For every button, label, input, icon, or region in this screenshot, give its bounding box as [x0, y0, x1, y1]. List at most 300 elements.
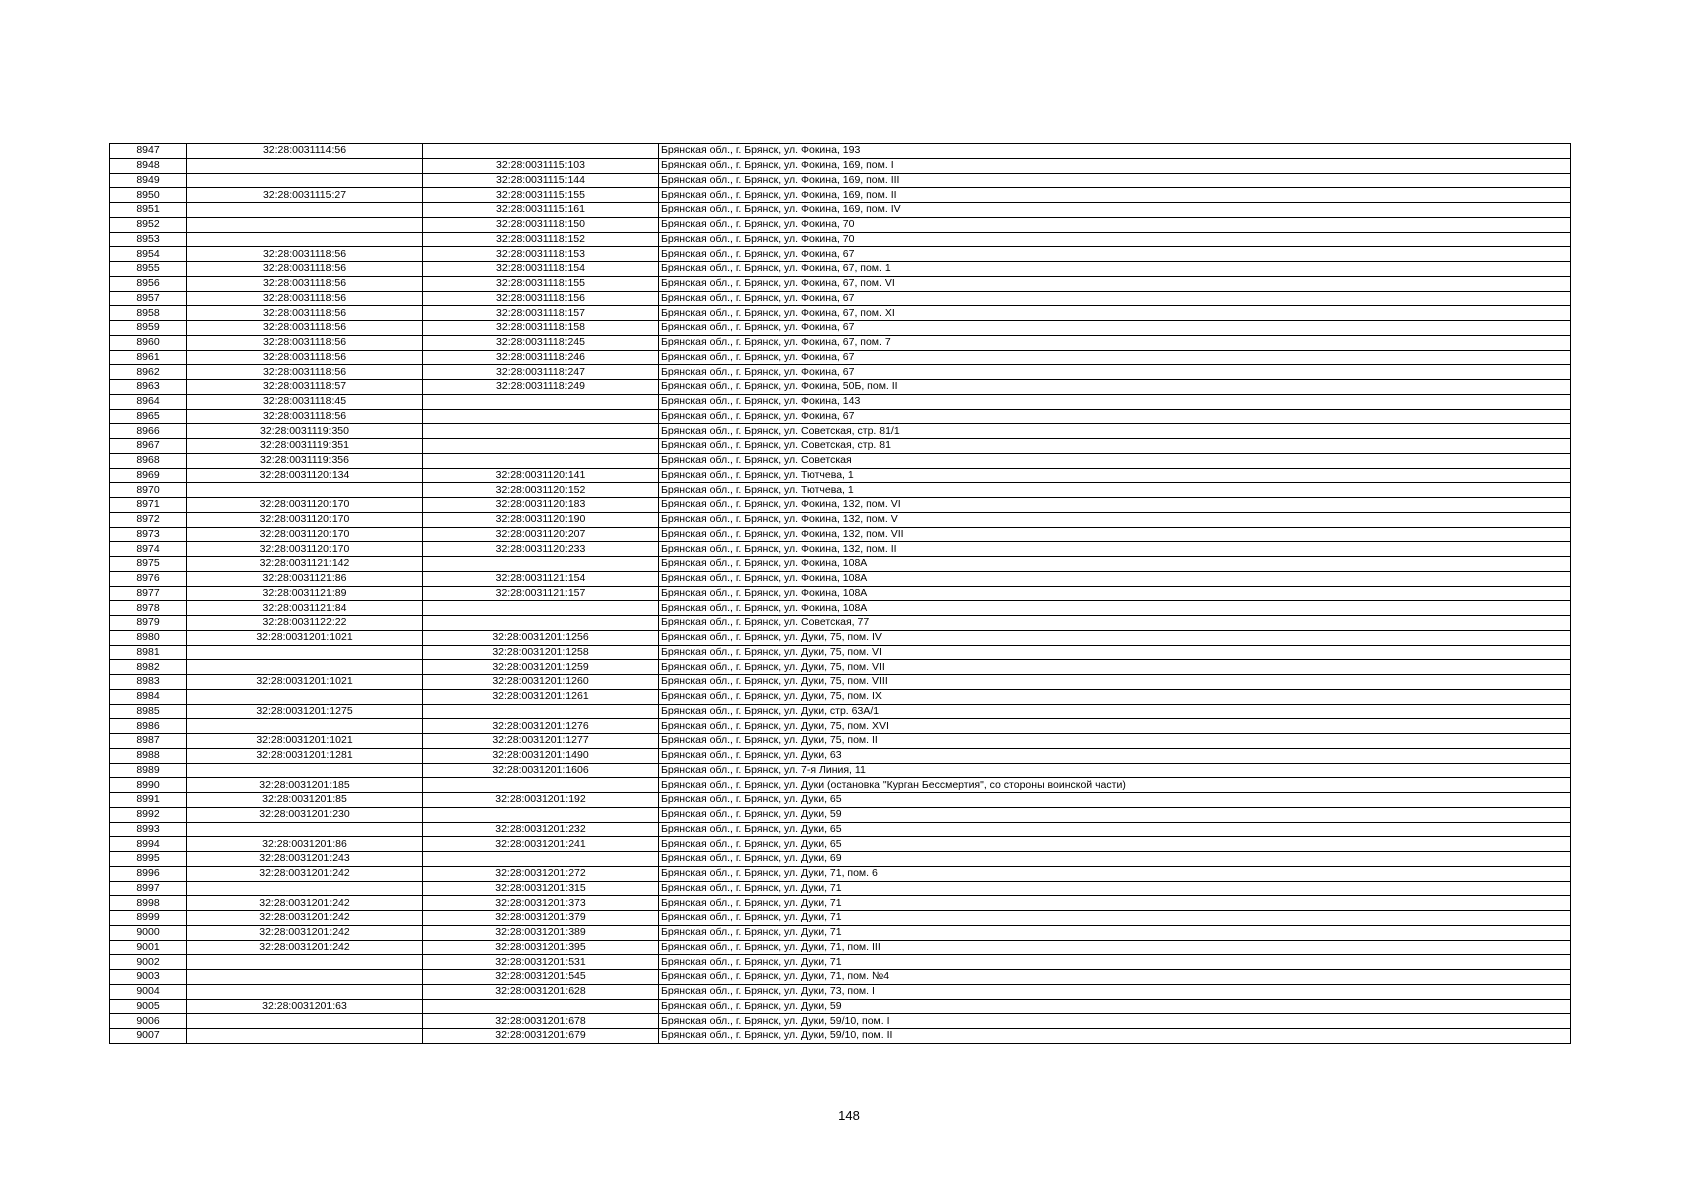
object-number-cell: 32:28:0031115:144 [423, 173, 659, 188]
object-number-cell: 32:28:0031118:158 [423, 321, 659, 336]
table-row [110, 335, 1571, 350]
row-number-cell: 8951 [110, 203, 187, 218]
parcel-number-cell: 32:28:0031120:170 [187, 498, 423, 513]
table-row [110, 778, 1571, 793]
parcel-number-cell: 32:28:0031118:56 [187, 276, 423, 291]
table-row [110, 807, 1571, 822]
parcel-number-cell [187, 970, 423, 985]
object-number-cell [423, 807, 659, 822]
row-number-cell: 8989 [110, 763, 187, 778]
parcel-number-cell: 32:28:0031120:170 [187, 542, 423, 557]
row-number-cell: 8949 [110, 173, 187, 188]
parcel-number-cell: 32:28:0031201:242 [187, 911, 423, 926]
object-number-cell: 32:28:0031118:152 [423, 232, 659, 247]
address-cell: Брянская обл., г. Брянск, ул. Фокина, 67, пом. 7 [659, 335, 1571, 350]
row-number-cell: 8983 [110, 675, 187, 690]
parcel-number-cell: 32:28:0031119:351 [187, 439, 423, 454]
table-row [110, 734, 1571, 749]
object-number-cell [423, 852, 659, 867]
table-row [110, 232, 1571, 247]
row-number-cell: 8980 [110, 630, 187, 645]
parcel-number-cell: 32:28:0031122:22 [187, 616, 423, 631]
row-number-cell: 8991 [110, 793, 187, 808]
address-cell: Брянская обл., г. Брянск, ул. Тютчева, 1 [659, 468, 1571, 483]
row-number-cell: 8969 [110, 468, 187, 483]
parcel-number-cell: 32:28:0031118:57 [187, 380, 423, 395]
parcel-number-cell: 32:28:0031118:56 [187, 291, 423, 306]
parcel-number-cell: 32:28:0031118:56 [187, 350, 423, 365]
parcel-number-cell: 32:28:0031201:185 [187, 778, 423, 793]
table-row [110, 837, 1571, 852]
address-cell: Брянская обл., г. Брянск, ул. Дуки, 59 [659, 999, 1571, 1014]
row-number-cell: 8967 [110, 439, 187, 454]
table-row [110, 394, 1571, 409]
table-row [110, 291, 1571, 306]
table-row [110, 542, 1571, 557]
table-row [110, 144, 1571, 159]
parcel-number-cell: 32:28:0031201:1281 [187, 748, 423, 763]
row-number-cell: 8959 [110, 321, 187, 336]
parcel-number-cell [187, 217, 423, 232]
row-number-cell: 8966 [110, 424, 187, 439]
object-number-cell: 32:28:0031201:545 [423, 970, 659, 985]
object-number-cell: 32:28:0031201:1606 [423, 763, 659, 778]
object-number-cell: 32:28:0031118:156 [423, 291, 659, 306]
address-cell: Брянская обл., г. Брянск, ул. Фокина, 132, пом. V [659, 512, 1571, 527]
object-number-cell: 32:28:0031118:249 [423, 380, 659, 395]
address-cell: Брянская обл., г. Брянск, ул. Советская, 77 [659, 616, 1571, 631]
row-number-cell: 8984 [110, 689, 187, 704]
address-cell: Брянская обл., г. Брянск, ул. Дуки (остановка "Курган Бессмертия", со стороны воинской части) [659, 778, 1571, 793]
table-row [110, 1029, 1571, 1044]
table-row [110, 660, 1571, 675]
table-row [110, 719, 1571, 734]
row-number-cell: 8987 [110, 734, 187, 749]
parcel-number-cell: 32:28:0031121:142 [187, 557, 423, 572]
parcel-number-cell [187, 232, 423, 247]
row-number-cell: 8961 [110, 350, 187, 365]
address-cell: Брянская обл., г. Брянск, ул. Дуки, 59/10, пом. II [659, 1029, 1571, 1044]
address-cell: Брянская обл., г. Брянск, ул. Фокина, 67 [659, 365, 1571, 380]
parcel-number-cell [187, 1029, 423, 1044]
parcel-number-cell: 32:28:0031201:242 [187, 866, 423, 881]
object-number-cell: 32:28:0031201:389 [423, 925, 659, 940]
address-cell: Брянская обл., г. Брянск, ул. Дуки, 71 [659, 911, 1571, 926]
table-row [110, 483, 1571, 498]
table-row [110, 999, 1571, 1014]
table-row [110, 616, 1571, 631]
row-number-cell: 8952 [110, 217, 187, 232]
row-number-cell: 8975 [110, 557, 187, 572]
address-cell: Брянская обл., г. Брянск, ул. Дуки, 71 [659, 881, 1571, 896]
address-cell: Брянская обл., г. Брянск, ул. Фокина, 169, пом. I [659, 158, 1571, 173]
table-row [110, 704, 1571, 719]
table-row [110, 262, 1571, 277]
table-row [110, 409, 1571, 424]
parcel-number-cell: 32:28:0031201:242 [187, 896, 423, 911]
parcel-number-cell: 32:28:0031201:242 [187, 940, 423, 955]
parcel-number-cell [187, 763, 423, 778]
table-row [110, 881, 1571, 896]
object-number-cell: 32:28:0031201:272 [423, 866, 659, 881]
object-number-cell: 32:28:0031201:379 [423, 911, 659, 926]
object-number-cell [423, 999, 659, 1014]
address-cell: Брянская обл., г. Брянск, ул. Фокина, 67 [659, 247, 1571, 262]
row-number-cell: 8965 [110, 409, 187, 424]
address-cell: Брянская обл., г. Брянск, ул. Дуки, 63 [659, 748, 1571, 763]
parcel-number-cell: 32:28:0031201:242 [187, 925, 423, 940]
object-number-cell [423, 409, 659, 424]
address-cell: Брянская обл., г. Брянск, ул. Дуки, 69 [659, 852, 1571, 867]
address-cell: Брянская обл., г. Брянск, ул. Дуки, 75, пом. VII [659, 660, 1571, 675]
row-number-cell: 8948 [110, 158, 187, 173]
object-number-cell: 32:28:0031121:154 [423, 571, 659, 586]
table-row [110, 984, 1571, 999]
table-row [110, 188, 1571, 203]
table-row [110, 173, 1571, 188]
parcel-number-cell: 32:28:0031201:63 [187, 999, 423, 1014]
table-row [110, 586, 1571, 601]
parcel-number-cell: 32:28:0031118:56 [187, 306, 423, 321]
table-row [110, 468, 1571, 483]
row-number-cell: 9003 [110, 970, 187, 985]
table-row [110, 217, 1571, 232]
table-row [110, 350, 1571, 365]
parcel-number-cell: 32:28:0031121:89 [187, 586, 423, 601]
parcel-number-cell: 32:28:0031201:1275 [187, 704, 423, 719]
row-number-cell: 8954 [110, 247, 187, 262]
table-row [110, 911, 1571, 926]
parcel-number-cell: 32:28:0031120:170 [187, 527, 423, 542]
row-number-cell: 9006 [110, 1014, 187, 1029]
registry-table [109, 143, 1571, 1044]
address-cell: Брянская обл., г. Брянск, ул. Фокина, 169, пом. III [659, 173, 1571, 188]
object-number-cell [423, 424, 659, 439]
row-number-cell: 9002 [110, 955, 187, 970]
table-row [110, 306, 1571, 321]
address-cell: Брянская обл., г. Брянск, ул. Дуки, 59 [659, 807, 1571, 822]
object-number-cell: 32:28:0031201:1259 [423, 660, 659, 675]
object-number-cell: 32:28:0031201:192 [423, 793, 659, 808]
row-number-cell: 8957 [110, 291, 187, 306]
row-number-cell: 9007 [110, 1029, 187, 1044]
table-row [110, 866, 1571, 881]
address-cell: Брянская обл., г. Брянск, ул. Дуки, 71, пом. 6 [659, 866, 1571, 881]
address-cell: Брянская обл., г. Брянск, ул. Фокина, 67 [659, 409, 1571, 424]
row-number-cell: 8998 [110, 896, 187, 911]
address-cell: Брянская обл., г. Брянск, ул. Дуки, 73, пом. I [659, 984, 1571, 999]
address-cell: Брянская обл., г. Брянск, ул. Фокина, 67 [659, 350, 1571, 365]
address-cell: Брянская обл., г. Брянск, ул. Советская, стр. 81/1 [659, 424, 1571, 439]
parcel-number-cell: 32:28:0031118:56 [187, 365, 423, 380]
address-cell: Брянская обл., г. Брянск, ул. Фокина, 193 [659, 144, 1571, 159]
table-row [110, 365, 1571, 380]
object-number-cell: 32:28:0031201:1276 [423, 719, 659, 734]
table-row [110, 498, 1571, 513]
parcel-number-cell [187, 173, 423, 188]
address-cell: Брянская обл., г. Брянск, ул. Дуки, 71 [659, 925, 1571, 940]
row-number-cell: 8978 [110, 601, 187, 616]
table-row [110, 955, 1571, 970]
object-number-cell: 32:28:0031201:1277 [423, 734, 659, 749]
address-cell: Брянская обл., г. Брянск, ул. Дуки, 75, пом. IV [659, 630, 1571, 645]
address-cell: Брянская обл., г. Брянск, ул. 7-я Линия, 11 [659, 763, 1571, 778]
page-number: 148 [838, 1108, 860, 1123]
row-number-cell: 8988 [110, 748, 187, 763]
row-number-cell: 8950 [110, 188, 187, 203]
address-cell: Брянская обл., г. Брянск, ул. Фокина, 50Б, пом. II [659, 380, 1571, 395]
table-row [110, 453, 1571, 468]
row-number-cell: 9005 [110, 999, 187, 1014]
parcel-number-cell: 32:28:0031201:230 [187, 807, 423, 822]
parcel-number-cell: 32:28:0031121:84 [187, 601, 423, 616]
object-number-cell [423, 616, 659, 631]
table-row [110, 557, 1571, 572]
parcel-number-cell [187, 158, 423, 173]
object-number-cell: 32:28:0031201:232 [423, 822, 659, 837]
object-number-cell: 32:28:0031201:628 [423, 984, 659, 999]
row-number-cell: 8970 [110, 483, 187, 498]
parcel-number-cell: 32:28:0031201:1021 [187, 675, 423, 690]
object-number-cell [423, 778, 659, 793]
parcel-number-cell: 32:28:0031201:243 [187, 852, 423, 867]
table-row [110, 380, 1571, 395]
table-row [110, 970, 1571, 985]
row-number-cell: 8962 [110, 365, 187, 380]
address-cell: Брянская обл., г. Брянск, ул. Фокина, 108А [659, 557, 1571, 572]
parcel-number-cell: 32:28:0031201:1021 [187, 630, 423, 645]
row-number-cell: 8973 [110, 527, 187, 542]
row-number-cell: 8999 [110, 911, 187, 926]
parcel-number-cell: 32:28:0031115:27 [187, 188, 423, 203]
row-number-cell: 8974 [110, 542, 187, 557]
row-number-cell: 9001 [110, 940, 187, 955]
table-row [110, 793, 1571, 808]
table-row [110, 247, 1571, 262]
table-row [110, 276, 1571, 291]
row-number-cell: 8979 [110, 616, 187, 631]
address-cell: Брянская обл., г. Брянск, ул. Советская, стр. 81 [659, 439, 1571, 454]
object-number-cell: 32:28:0031118:246 [423, 350, 659, 365]
row-number-cell: 8992 [110, 807, 187, 822]
object-number-cell [423, 439, 659, 454]
parcel-number-cell: 32:28:0031118:56 [187, 409, 423, 424]
parcel-number-cell [187, 689, 423, 704]
address-cell: Брянская обл., г. Брянск, ул. Советская [659, 453, 1571, 468]
object-number-cell: 32:28:0031201:1260 [423, 675, 659, 690]
object-number-cell: 32:28:0031118:155 [423, 276, 659, 291]
table-row [110, 601, 1571, 616]
row-number-cell: 9000 [110, 925, 187, 940]
row-number-cell: 8960 [110, 335, 187, 350]
object-number-cell [423, 144, 659, 159]
object-number-cell: 32:28:0031120:233 [423, 542, 659, 557]
row-number-cell: 8995 [110, 852, 187, 867]
row-number-cell: 8985 [110, 704, 187, 719]
object-number-cell: 32:28:0031118:157 [423, 306, 659, 321]
address-cell: Брянская обл., г. Брянск, ул. Дуки, 75, пом. II [659, 734, 1571, 749]
object-number-cell: 32:28:0031201:315 [423, 881, 659, 896]
table-row [110, 158, 1571, 173]
parcel-number-cell: 32:28:0031121:86 [187, 571, 423, 586]
object-number-cell [423, 453, 659, 468]
object-number-cell: 32:28:0031201:1261 [423, 689, 659, 704]
row-number-cell: 8947 [110, 144, 187, 159]
parcel-number-cell [187, 984, 423, 999]
table-row [110, 645, 1571, 660]
row-number-cell: 8963 [110, 380, 187, 395]
address-cell: Брянская обл., г. Брянск, ул. Фокина, 132, пом. VII [659, 527, 1571, 542]
address-cell: Брянская обл., г. Брянск, ул. Дуки, 71 [659, 896, 1571, 911]
object-number-cell: 32:28:0031201:1258 [423, 645, 659, 660]
table-row [110, 439, 1571, 454]
address-cell: Брянская обл., г. Брянск, ул. Фокина, 67 [659, 291, 1571, 306]
address-cell: Брянская обл., г. Брянск, ул. Фокина, 67, пом. XI [659, 306, 1571, 321]
parcel-number-cell: 32:28:0031120:134 [187, 468, 423, 483]
object-number-cell: 32:28:0031118:247 [423, 365, 659, 380]
address-cell: Брянская обл., г. Брянск, ул. Дуки, 75, пом. XVI [659, 719, 1571, 734]
parcel-number-cell [187, 203, 423, 218]
parcel-number-cell [187, 660, 423, 675]
parcel-number-cell: 32:28:0031118:56 [187, 262, 423, 277]
row-number-cell: 8997 [110, 881, 187, 896]
object-number-cell: 32:28:0031120:190 [423, 512, 659, 527]
row-number-cell: 8972 [110, 512, 187, 527]
parcel-number-cell: 32:28:0031118:56 [187, 247, 423, 262]
table-row [110, 424, 1571, 439]
object-number-cell [423, 557, 659, 572]
table-row [110, 852, 1571, 867]
address-cell: Брянская обл., г. Брянск, ул. Фокина, 67, пом. VI [659, 276, 1571, 291]
table-row [110, 1014, 1571, 1029]
object-number-cell: 32:28:0031201:395 [423, 940, 659, 955]
object-number-cell: 32:28:0031121:157 [423, 586, 659, 601]
table-row [110, 512, 1571, 527]
row-number-cell: 8977 [110, 586, 187, 601]
object-number-cell: 32:28:0031115:161 [423, 203, 659, 218]
parcel-number-cell [187, 645, 423, 660]
object-number-cell: 32:28:0031201:531 [423, 955, 659, 970]
address-cell: Брянская обл., г. Брянск, ул. Дуки, 65 [659, 822, 1571, 837]
address-cell: Брянская обл., г. Брянск, ул. Фокина, 70 [659, 232, 1571, 247]
table-row [110, 763, 1571, 778]
table-row [110, 203, 1571, 218]
object-number-cell: 32:28:0031201:679 [423, 1029, 659, 1044]
object-number-cell: 32:28:0031120:141 [423, 468, 659, 483]
object-number-cell: 32:28:0031118:154 [423, 262, 659, 277]
object-number-cell [423, 704, 659, 719]
table-row [110, 896, 1571, 911]
row-number-cell: 8981 [110, 645, 187, 660]
row-number-cell: 8996 [110, 866, 187, 881]
table-row [110, 527, 1571, 542]
object-number-cell: 32:28:0031120:207 [423, 527, 659, 542]
row-number-cell: 8953 [110, 232, 187, 247]
parcel-number-cell: 32:28:0031114:56 [187, 144, 423, 159]
address-cell: Брянская обл., г. Брянск, ул. Фокина, 169, пом. II [659, 188, 1571, 203]
row-number-cell: 8982 [110, 660, 187, 675]
row-number-cell: 8976 [110, 571, 187, 586]
address-cell: Брянская обл., г. Брянск, ул. Фокина, 108А [659, 601, 1571, 616]
parcel-number-cell: 32:28:0031201:1021 [187, 734, 423, 749]
parcel-number-cell [187, 483, 423, 498]
row-number-cell: 8955 [110, 262, 187, 277]
address-cell: Брянская обл., г. Брянск, ул. Фокина, 108А [659, 586, 1571, 601]
address-cell: Брянская обл., г. Брянск, ул. Фокина, 67 [659, 321, 1571, 336]
address-cell: Брянская обл., г. Брянск, ул. Фокина, 108А [659, 571, 1571, 586]
object-number-cell: 32:28:0031118:153 [423, 247, 659, 262]
address-cell: Брянская обл., г. Брянск, ул. Фокина, 169, пом. IV [659, 203, 1571, 218]
object-number-cell: 32:28:0031120:152 [423, 483, 659, 498]
parcel-number-cell [187, 822, 423, 837]
parcel-number-cell [187, 955, 423, 970]
row-number-cell: 8971 [110, 498, 187, 513]
address-cell: Брянская обл., г. Брянск, ул. Фокина, 143 [659, 394, 1571, 409]
object-number-cell [423, 601, 659, 616]
table-row [110, 321, 1571, 336]
object-number-cell: 32:28:0031115:155 [423, 188, 659, 203]
address-cell: Брянская обл., г. Брянск, ул. Дуки, 71, пом. №4 [659, 970, 1571, 985]
parcel-number-cell: 32:28:0031118:45 [187, 394, 423, 409]
address-cell: Брянская обл., г. Брянск, ул. Дуки, 71 [659, 955, 1571, 970]
address-cell: Брянская обл., г. Брянск, ул. Дуки, 65 [659, 837, 1571, 852]
object-number-cell: 32:28:0031201:373 [423, 896, 659, 911]
row-number-cell: 8993 [110, 822, 187, 837]
address-cell: Брянская обл., г. Брянск, ул. Фокина, 67, пом. 1 [659, 262, 1571, 277]
row-number-cell: 8968 [110, 453, 187, 468]
address-cell: Брянская обл., г. Брянск, ул. Дуки, стр. 63А/1 [659, 704, 1571, 719]
address-cell: Брянская обл., г. Брянск, ул. Фокина, 132, пом. VI [659, 498, 1571, 513]
parcel-number-cell: 32:28:0031120:170 [187, 512, 423, 527]
table-row [110, 925, 1571, 940]
address-cell: Брянская обл., г. Брянск, ул. Дуки, 75, пом. IX [659, 689, 1571, 704]
table-row [110, 940, 1571, 955]
parcel-number-cell [187, 1014, 423, 1029]
address-cell: Брянская обл., г. Брянск, ул. Дуки, 65 [659, 793, 1571, 808]
object-number-cell [423, 394, 659, 409]
table-row [110, 822, 1571, 837]
parcel-number-cell [187, 719, 423, 734]
object-number-cell: 32:28:0031201:1490 [423, 748, 659, 763]
table-row [110, 748, 1571, 763]
row-number-cell: 9004 [110, 984, 187, 999]
address-cell: Брянская обл., г. Брянск, ул. Дуки, 75, пом. VIII [659, 675, 1571, 690]
address-cell: Брянская обл., г. Брянск, ул. Тютчева, 1 [659, 483, 1571, 498]
object-number-cell: 32:28:0031118:150 [423, 217, 659, 232]
parcel-number-cell: 32:28:0031118:56 [187, 321, 423, 336]
row-number-cell: 8958 [110, 306, 187, 321]
object-number-cell: 32:28:0031120:183 [423, 498, 659, 513]
object-number-cell: 32:28:0031115:103 [423, 158, 659, 173]
address-cell: Брянская обл., г. Брянск, ул. Дуки, 71, пом. III [659, 940, 1571, 955]
object-number-cell: 32:28:0031201:678 [423, 1014, 659, 1029]
parcel-number-cell: 32:28:0031119:350 [187, 424, 423, 439]
address-cell: Брянская обл., г. Брянск, ул. Фокина, 70 [659, 217, 1571, 232]
row-number-cell: 8994 [110, 837, 187, 852]
parcel-number-cell: 32:28:0031201:85 [187, 793, 423, 808]
table-row [110, 689, 1571, 704]
row-number-cell: 8956 [110, 276, 187, 291]
table-row [110, 675, 1571, 690]
object-number-cell: 32:28:0031201:1256 [423, 630, 659, 645]
object-number-cell: 32:28:0031201:241 [423, 837, 659, 852]
row-number-cell: 8964 [110, 394, 187, 409]
table-row [110, 571, 1571, 586]
parcel-number-cell: 32:28:0031201:86 [187, 837, 423, 852]
registry-table-body [110, 144, 1571, 1044]
parcel-number-cell: 32:28:0031119:356 [187, 453, 423, 468]
parcel-number-cell: 32:28:0031118:56 [187, 335, 423, 350]
